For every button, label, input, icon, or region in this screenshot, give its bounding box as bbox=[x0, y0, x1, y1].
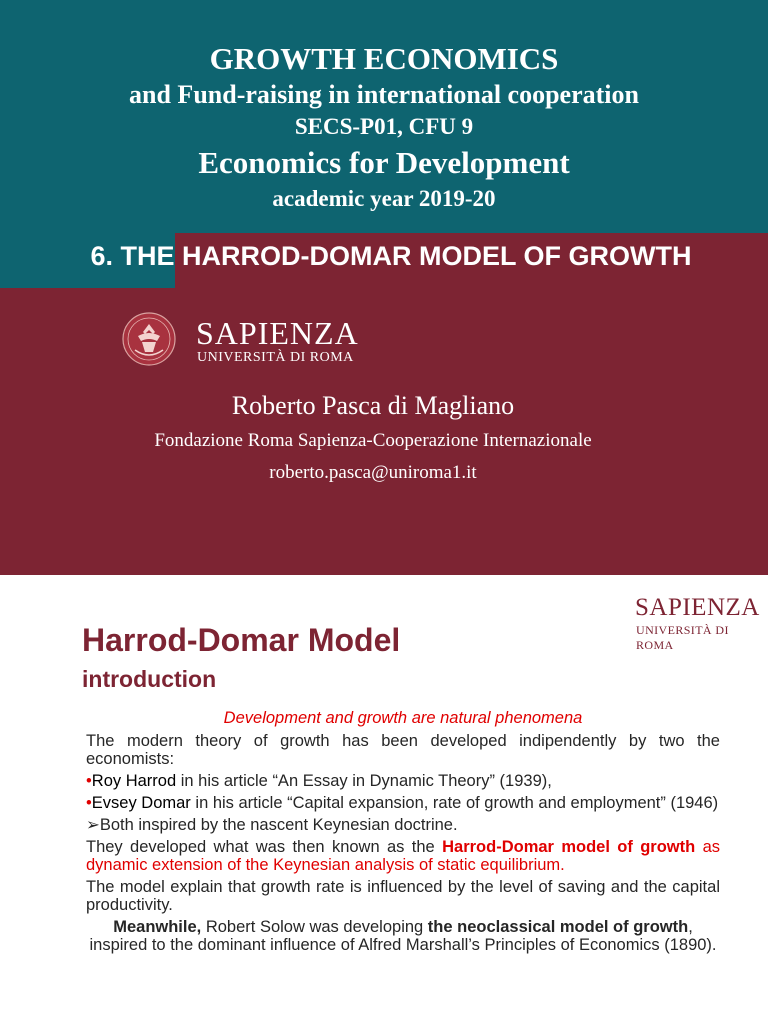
paragraph-text: , inspired to the dominant influence of Alfred Marshall’s Principles of Economics (1890). bbox=[89, 918, 717, 954]
lecture-title: 6. THE HARROD-DOMAR MODEL OF GROWTH bbox=[90, 241, 692, 271]
paragraph-intro: The modern theory of growth has been developed indipendently by two the economists: bbox=[86, 732, 720, 768]
author-email[interactable]: roberto.pasca@uniroma1.it bbox=[269, 462, 477, 483]
paragraph-text: They developed what was then known as the bbox=[86, 838, 443, 856]
tagline: Development and growth are natural phenomena bbox=[223, 709, 583, 727]
course-header bbox=[0, 40, 768, 214]
university-subtitle: UNIVERSITÀ DI ROMA bbox=[197, 350, 354, 365]
sapienza-seal-icon bbox=[122, 312, 176, 366]
bullet-text: in his article “Capital expansion, rate of growth and employment” (1946) bbox=[190, 794, 719, 812]
bullet-name: Evsey Domar bbox=[91, 794, 191, 812]
program-name: Economics for Development bbox=[198, 145, 570, 180]
course-code: SECS-P01, CFU 9 bbox=[294, 114, 474, 139]
bullet-icon: • bbox=[86, 794, 92, 812]
lead-word: Meanwhile, bbox=[113, 918, 202, 936]
university-subtitle: UNIVERSITÀ DI ROMA bbox=[636, 623, 729, 652]
neoclassical-model: the neoclassical model of growth bbox=[427, 918, 689, 936]
bullet-name: Roy Harrod bbox=[91, 772, 177, 790]
course-title: GROWTH ECONOMICS bbox=[209, 41, 559, 76]
author-name: Roberto Pasca di Magliano bbox=[231, 391, 515, 420]
arrow-bullet-icon: ➢ bbox=[86, 816, 100, 834]
paragraph-text-red: as dynamic extension of the Keynesian analysis of static equilibrium. bbox=[86, 838, 720, 874]
bullet-text: in his article “An Essay in Dynamic Theory” (1939), bbox=[176, 772, 552, 790]
slide-heading: Harrod-Domar Model bbox=[82, 622, 401, 658]
paragraph-explain: The model explain that growth rate is influenced by the level of saving and the capital productivity. bbox=[86, 878, 720, 914]
paragraph-solow bbox=[86, 918, 720, 954]
slide-body bbox=[86, 709, 720, 954]
slide-subheading: introduction bbox=[82, 666, 217, 692]
course-subtitle: and Fund-raising in international cooperation bbox=[129, 80, 639, 109]
content-slide bbox=[0, 575, 768, 1024]
paragraph-model bbox=[86, 838, 720, 874]
model-name: Harrod-Domar model of growth bbox=[442, 838, 696, 856]
academic-year: academic year 2019-20 bbox=[272, 186, 496, 211]
bullet-harrod bbox=[86, 772, 720, 790]
bullet-icon: • bbox=[86, 772, 92, 790]
arrow-point bbox=[86, 816, 720, 834]
university-name: SAPIENZA bbox=[635, 594, 760, 621]
paragraph-text: Robert Solow was developing bbox=[201, 918, 428, 936]
university-name: SAPIENZA bbox=[196, 315, 359, 351]
author-affiliation: Fondazione Roma Sapienza-Cooperazione Internazionale bbox=[154, 430, 592, 451]
bullet-domar bbox=[86, 794, 720, 812]
arrow-text: Both inspired by the nascent Keynesian doctrine. bbox=[99, 816, 458, 834]
